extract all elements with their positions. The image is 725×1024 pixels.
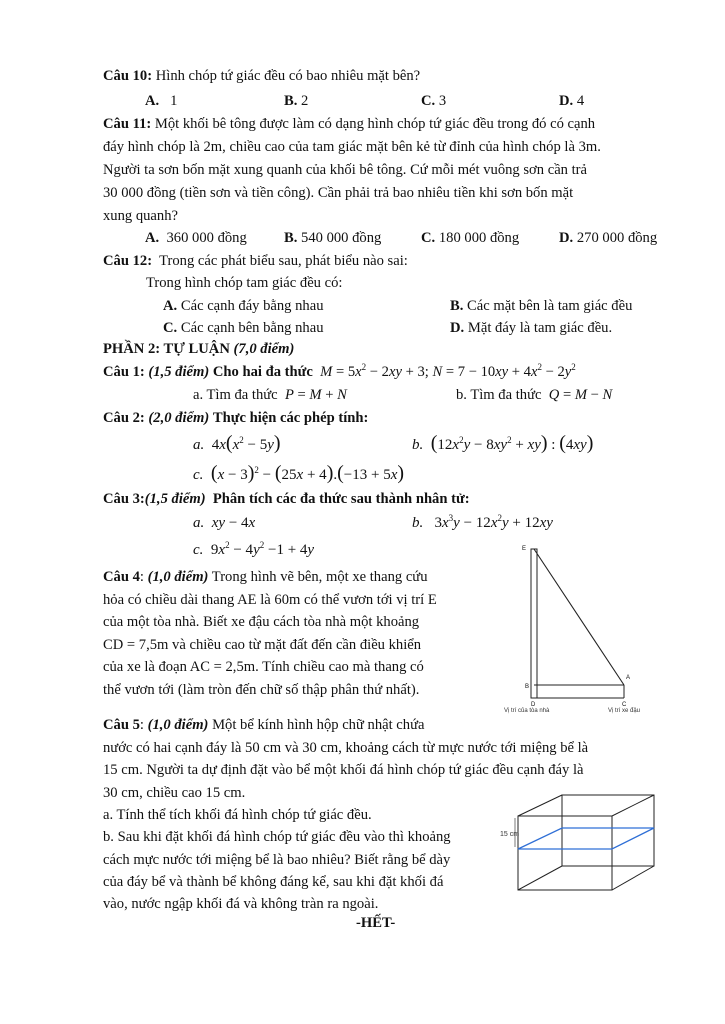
q12-option-d: D. Mặt đáy là tam giác đều. xyxy=(450,320,613,336)
label-b: B xyxy=(525,684,530,690)
p1-part-b: b. Tìm đa thức Q = M − N xyxy=(456,387,613,403)
q11-line-2: đáy hình chóp là 2m, chiều cao của tam giác mặt bên kẻ từ đỉnh của hình chóp là 3m. xyxy=(103,139,601,155)
p4-line-5: của xe là đoạn AC = 2,5m. Tính chiều cao mà thang có xyxy=(103,659,424,675)
p5-line-6: b. Sau khi đặt khối đá hình chóp tứ giác đều vào thì khoảng xyxy=(103,829,451,845)
q11-line-3: Người ta sơn bốn mặt xung quanh của khối bê tông. Cứ mỗi mét vuông sơn cần trả xyxy=(103,162,588,178)
label-e: E xyxy=(522,546,527,552)
p5-line-4: 30 cm, chiều cao 15 cm. xyxy=(103,785,246,801)
q10-text: Hình chóp tứ giác đều có bao nhiêu mặt bên? xyxy=(155,68,421,84)
end-marker: -HẾT- xyxy=(356,915,396,931)
label-a: A xyxy=(626,675,631,681)
tank-back-face xyxy=(562,795,654,866)
q11-line-1: Câu 11: Một khối bê tông được làm có dạng hình chóp tứ giác đều trong đó có cạnh xyxy=(103,116,596,132)
fire-ladder-figure xyxy=(500,540,665,715)
tank-front-face xyxy=(518,816,612,890)
p5-line-3: 15 cm. Người ta dự định đặt vào bể một khối đá hình chóp tứ giác đều cạnh đáy là xyxy=(103,762,584,778)
p3-part-b: b. $3x^3y - 12x^2y + 12xy$ xyxy=(412,513,553,531)
q11-option-b: B. 540 000 đồng xyxy=(284,230,382,246)
p2-line: Câu 2: (2,0 điểm) Thực hiện các phép tính: xyxy=(103,410,369,426)
ladder-ae xyxy=(534,549,624,685)
p4-line-3: của một tòa nhà. Biết xe đậu cách tòa nhà một khoảng xyxy=(103,614,420,630)
q10-option-b: B. 2 xyxy=(284,93,309,109)
label-c: C xyxy=(622,702,627,708)
building-rect xyxy=(531,549,537,698)
p3-line: Câu 3:(1,5 điểm) Phân tích các đa thức sau thành nhân tử: xyxy=(103,491,470,507)
q10-option-a: A. 1 xyxy=(145,93,178,109)
q10-line xyxy=(103,66,420,86)
q10-option-c: C. 3 xyxy=(421,93,447,109)
water-surface xyxy=(518,828,654,849)
p1-part-a: a. Tìm đa thức P = M + N xyxy=(193,387,347,403)
q11-line-4: 30 000 đồng (tiền sơn và tiền công). Cần phải trả bao nhiêu tiền khi sơn bốn mặt xyxy=(103,185,574,201)
q12-option-a: A. Các cạnh đáy bằng nhau xyxy=(163,298,324,314)
p5-line-2: nước có hai cạnh đáy là 50 cm và 30 cm, khoảng cách từ mực nước tới miệng bể là xyxy=(103,740,589,756)
q10-option-d: D. 4 xyxy=(559,93,585,109)
q11-option-a: A. 360 000 đồng xyxy=(145,230,247,246)
p3-part-a: a. xy − 4x xyxy=(193,515,256,531)
caption-building: Vị trí của tòa nhà xyxy=(504,708,550,714)
p4-line-1: Câu 4: (1,0 điểm) Trong hình vẽ bên, một xe thang cứu xyxy=(103,569,428,585)
q11-line-5: xung quanh? xyxy=(103,208,178,224)
q12-line: Câu 12: Trong các phát biểu sau, phát biểu nào sai: xyxy=(103,253,408,269)
p1-line: Câu 1: (1,5 điểm) Cho hai đa thức $M = 5x^2 - 2xy + 3$; $N = 7 - 10xy + 4x^2 - 2y^2$ xyxy=(103,362,576,380)
glass-tank-figure xyxy=(498,788,663,898)
p3-part-c: c. $9x^2 - 4y^2 -1 + 4y$ xyxy=(193,540,315,558)
p2-part-c: c. $(x - 3)^2 - (25x + 4).(-13 + 5x)$ xyxy=(193,462,405,484)
q12-option-b: B. Các mặt bên là tam giác đều xyxy=(450,298,633,314)
q11-option-c: C. 180 000 đồng xyxy=(421,230,520,246)
dimension-label: 15 cm xyxy=(500,831,520,838)
q12-intro: Trong hình chóp tam giác đều có: xyxy=(146,275,343,291)
part2-heading: PHẦN 2: TỰ LUẬN (7,0 điểm) xyxy=(103,341,295,357)
p4-line-6: thể vươn tới (làm tròn đến chữ số thập phân thứ nhất). xyxy=(103,682,420,698)
p4-line-2: hỏa có chiều dài thang AE là 60m có thể vươn tới vị trí E xyxy=(103,592,437,608)
caption-truck: Vị trí xe đậu xyxy=(608,708,641,714)
p1-polynomials: M xyxy=(320,364,333,380)
p5-line-1: Câu 5: (1,0 điểm) Một bể kính hình hộp chữ nhật chứa xyxy=(103,717,425,733)
p5-line-8: của đáy bể và thành bể không đáng kể, sau khi đặt khối đá xyxy=(103,874,444,890)
p2-part-b: b. $(12x^2y - 8xy^2 + xy)$ : (4xy) xyxy=(412,432,594,454)
p5-line-7: cách mực nước tới miệng bể là bao nhiêu? Biết rằng bể dày xyxy=(103,852,451,868)
q10-label: Câu 10: xyxy=(103,68,153,84)
q11-option-d: D. 270 000 đồng xyxy=(559,230,658,246)
p2-part-a: a. $4x(x^2 - 5y)$ xyxy=(193,432,281,454)
p5-line-9: vào, nước ngập khối đá và không tràn ra ngoài. xyxy=(103,896,379,912)
p5-line-5: a. Tính thể tích khối đá hình chóp tứ giác đều. xyxy=(103,807,372,823)
label-d: D xyxy=(531,702,536,708)
p4-line-4: CD = 7,5m và chiều cao từ mặt đất đến cần điều khiển xyxy=(103,637,422,653)
q12-option-c: C. Các cạnh bên bằng nhau xyxy=(163,320,324,336)
